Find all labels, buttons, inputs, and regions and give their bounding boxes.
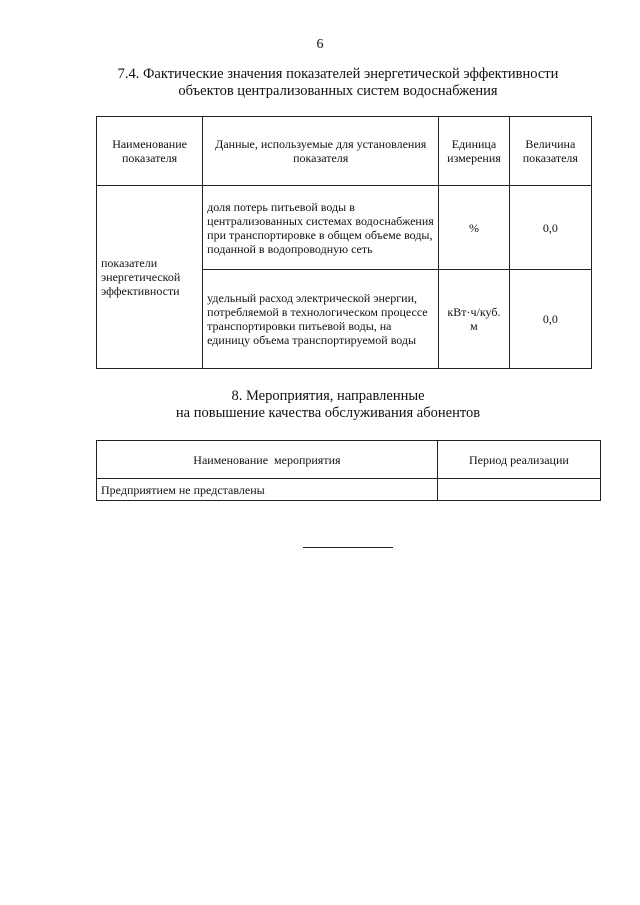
- row-unit: кВт·ч/куб. м: [439, 270, 509, 369]
- closing-divider: [303, 547, 393, 548]
- section-8-title-line1: 8. Мероприятия, направленные: [231, 388, 425, 404]
- section-8-title-line2: на повышение качества обслуживания абонентов: [175, 405, 481, 421]
- section-8-title: [8, 388, 640, 422]
- page-number: 6: [316, 37, 324, 52]
- row-value: 0,0: [509, 270, 591, 369]
- measures-table: [96, 440, 601, 501]
- energy-efficiency-table: [96, 116, 592, 369]
- header-value: Величина показателя: [509, 117, 591, 186]
- header-unit: Единица измерения: [439, 117, 509, 186]
- table-row: [97, 479, 601, 501]
- row-data-text: доля потерь питьевой воды в централизованных системах водоснабжения при транспортировке в общем объеме воды, поданной в водопроводную сеть: [203, 186, 439, 270]
- section-7-4-title-line1: 7.4. Фактические значения показателей энергетической эффективности: [117, 66, 559, 82]
- header-measure-name: Наименование мероприятия: [97, 441, 438, 479]
- table-header-row: [97, 441, 601, 479]
- row-value: 0,0: [509, 186, 591, 270]
- header-data-used: Данные, используемые для установления показателя: [203, 117, 439, 186]
- row-period: [437, 479, 600, 501]
- table-row: [97, 186, 592, 270]
- section-7-4-title: [18, 66, 640, 100]
- indicator-group-name: показатели энергетической эффективности: [97, 186, 203, 369]
- row-data-text: удельный расход электрической энергии, потребляемой в технологическом процессе транспортировки питьевой воды, на единицу объема транспортируемой воды: [203, 270, 439, 369]
- section-7-4-title-line2: объектов централизованных систем водоснабжения: [178, 83, 498, 99]
- row-unit: %: [439, 186, 509, 270]
- header-indicator-name: Наименование показателя: [97, 117, 203, 186]
- row-measure-name: Предприятием не представлены: [97, 479, 438, 501]
- header-period: Период реализации: [437, 441, 600, 479]
- table-header-row: [97, 117, 592, 186]
